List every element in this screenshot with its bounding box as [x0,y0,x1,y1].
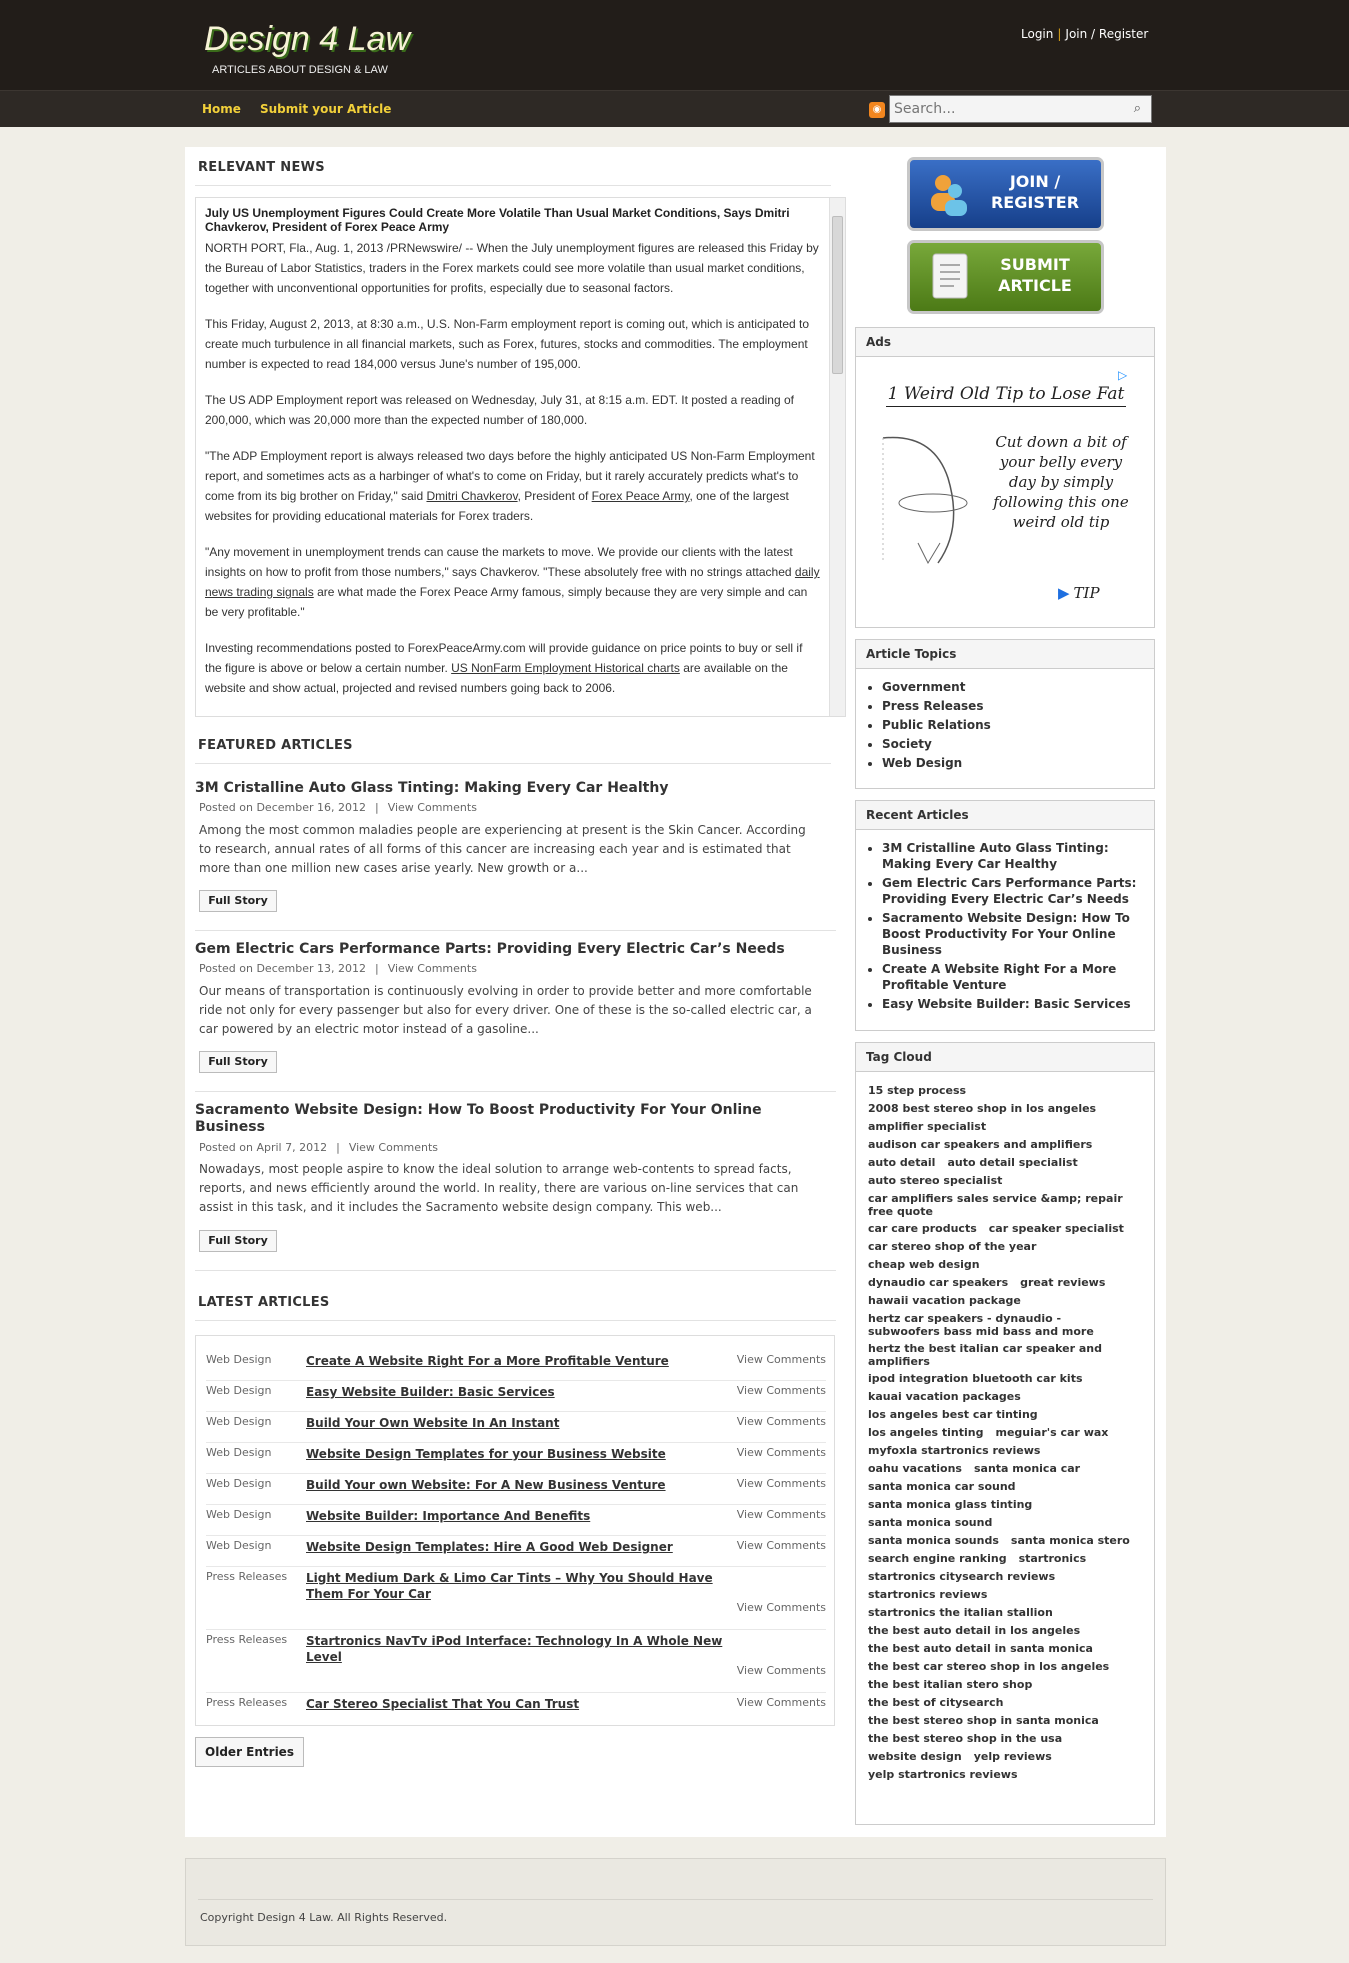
tag-link[interactable]: the best car stereo shop in los angeles [868,1660,1110,1673]
post-meta: Posted on April 7, 2012 | View Comments [199,1141,439,1154]
tag-link[interactable]: 15 step process [868,1084,967,1097]
article-link[interactable]: Build Your Own Website In An Instant [306,1416,560,1430]
recent-article-link[interactable]: • Easy Website Builder: Basic Services [882,996,1154,1012]
search-input[interactable] [894,99,1119,119]
table-row [206,1474,826,1505]
tag-link[interactable]: hawaii vacation package [868,1294,1021,1307]
nav-home[interactable]: Home [202,102,241,116]
view-comments-link[interactable]: View Comments [736,1446,826,1459]
widget-heading: Article Topics [856,640,1154,669]
news-paragraph: This Friday, August 2, 2013, at 8:30 a.m., U.S. Non-Farm employment report is coming out, which is anticipated to create much turbulence in all financial markets, such as Forex, futures, stocks and commodities. The employment number is expected to read 184,000 versus June's number of 195,000. [205,317,810,371]
latest-articles-heading: LATEST ARTICLES [198,1295,330,1310]
table-row [206,1693,826,1719]
news-scrollbar[interactable] [829,198,845,716]
topic-item[interactable]: • Press Releases [882,698,1154,714]
tag-link[interactable]: the best stereo shop in santa monica [868,1714,1099,1727]
tag-link[interactable]: santa monica sounds [868,1534,999,1547]
post-meta: Posted on December 16, 2012 | View Comments [199,801,477,814]
article-link[interactable]: Website Design Templates: Hire A Good Web Designer [306,1540,673,1554]
tag-link[interactable]: cheap web design [868,1258,980,1271]
table-row [206,1536,826,1567]
ads-widget [855,327,1155,628]
view-comments-link[interactable]: View Comments [387,801,477,814]
view-comments-link[interactable]: View Comments [736,1601,826,1614]
divider [198,1899,1153,1900]
tag-link[interactable]: website design [868,1750,962,1763]
tag-link[interactable]: audison car speakers and amplifiers [868,1138,1093,1151]
view-comments-link[interactable]: View Comments [387,962,477,975]
forex-peace-army-link[interactable]: Forex Peace Army [591,489,690,503]
widget-heading: Recent Articles [856,801,1154,830]
article-link[interactable]: Car Stereo Specialist That You Can Trust [306,1697,580,1711]
tag-link[interactable]: car amplifiers sales service &amp; repair free quote [868,1192,1123,1218]
view-comments-link[interactable]: View Comments [736,1508,826,1521]
tag-link[interactable]: los angeles best car tinting [868,1408,1038,1421]
divider [195,1270,836,1271]
article-excerpt: Nowadays, most people aspire to know the ideal solution to arrange web-contents to spread facts, reports, and news efficiently around the world. In reality, there are various on-line services that can assist in this task, and it includes the Sacramento website design company. This web... [199,1162,799,1214]
article-category: Press Releases [206,1696,288,1709]
search-icon[interactable]: ⌕ [1133,101,1141,116]
table-row [206,1567,826,1630]
featured-article-title[interactable]: Gem Electric Cars Performance Parts: Providing Every Electric Car’s Needs [195,941,785,957]
tag-link[interactable]: search engine ranking [868,1552,1007,1565]
latest-articles-table [195,1335,835,1726]
site-logo[interactable]: Design 4 Law [204,20,411,58]
chavkerov-link[interactable]: Dmitri Chavkerov [426,489,518,503]
relevant-news-box[interactable] [195,197,846,717]
nav-submit-article[interactable]: Submit your Article [260,102,392,116]
submit-article-button[interactable] [907,240,1104,314]
news-paragraph: "Any movement in unemployment trends can cause the markets to move. We provide our clients with the latest insights on how to profit from those numbers," says Chavkerov. "These absolutely free with no strings attached daily news trading signals are what made the Forex Peace Army famous, simply because they are very simple and can be very profitable." [205,545,820,619]
document-icon [932,253,972,303]
tag-link[interactable]: hertz car speakers - dynaudio - subwoofers bass mid bass and more [868,1312,1094,1338]
tag-link[interactable]: car stereo shop of the year [868,1240,1037,1253]
full-story-button[interactable]: Full Story [199,890,277,912]
article-category: Web Design [206,1539,272,1552]
article-link[interactable]: Light Medium Dark & Limo Car Tints – Why You Should Have Them For Your Car [306,1571,713,1601]
tag-link[interactable]: santa monica sound [868,1516,993,1529]
search-box [889,95,1152,123]
tag-link[interactable]: car speaker specialist [988,1222,1124,1235]
adchoices-icon[interactable]: ▷ [1118,368,1128,382]
tag-link[interactable]: kauai vacation packages [868,1390,1021,1403]
widget-heading: Tag Cloud [856,1043,1154,1072]
site-header [0,0,1349,90]
ad-headline[interactable]: 1 Weird Old Tip to Lose Fat [886,384,1126,407]
article-category: Web Design [206,1415,272,1428]
site-tagline: ARTICLES ABOUT DESIGN & LAW [212,64,388,76]
join-register-button[interactable] [907,157,1104,231]
featured-article-title[interactable]: 3M Cristalline Auto Glass Tinting: Making Every Car Healthy [195,780,669,796]
scrollbar-thumb[interactable] [832,216,843,374]
article-link[interactable]: Build Your own Website: For A New Business Venture [306,1478,666,1492]
post-meta: Posted on December 13, 2012 | View Comments [199,962,477,975]
tag-link[interactable]: startronics citysearch reviews [868,1570,1056,1583]
article-category: Web Design [206,1353,272,1366]
join-register-label: JOIN / REGISTER [990,172,1080,212]
ad-cta[interactable]: ▶ TIP [1058,584,1100,602]
article-category: Web Design [206,1446,272,1459]
divider [195,1091,836,1092]
tag-link[interactable]: hertz the best italian car speaker and amplifiers [868,1342,1102,1368]
topic-item[interactable]: • Government [882,679,1154,695]
tag-link[interactable]: myfoxla startronics reviews [868,1444,1041,1457]
tag-link[interactable]: the best auto detail in santa monica [868,1642,1093,1655]
table-row [206,1350,826,1381]
tag-link[interactable]: santa monica car [973,1462,1081,1475]
tag-link[interactable]: startronics [1018,1552,1087,1565]
news-paragraph: The US ADP Employment report was released on Wednesday, July 31, at 8:15 a.m. EDT. It posted a reading of 200,000, which was 20,000 more than the expected number of 180,000. [205,393,794,427]
nonfarm-charts-link[interactable]: US NonFarm Employment Historical charts [451,661,680,675]
topic-item[interactable]: • Public Relations [882,717,1154,733]
article-link[interactable]: Create A Website Right For a More Profitable Venture [306,1354,669,1368]
featured-articles-heading: FEATURED ARTICLES [198,738,353,753]
topic-item[interactable]: • Society [882,736,1154,752]
tag-link[interactable]: the best italian stero shop [868,1678,1033,1691]
article-category: Press Releases [206,1633,288,1646]
main-navigation [0,90,1349,127]
article-link[interactable]: Website Design Templates for your Business Website [306,1447,666,1461]
tag-link[interactable]: meguiar's car wax [995,1426,1109,1439]
view-comments-link[interactable]: View Comments [736,1415,826,1428]
divider [195,930,836,931]
tag-link[interactable]: ipod integration bluetooth car kits [868,1372,1083,1385]
divider [195,185,831,186]
account-links [1021,27,1148,41]
login-link[interactable]: Login [1021,27,1054,41]
relevant-news-heading: RELEVANT NEWS [198,160,325,175]
divider [195,763,831,764]
topics-list [882,679,1154,771]
join-register-link[interactable]: Join / Register [1065,27,1149,41]
separator: | [1057,27,1062,41]
tag-link[interactable]: the best stereo shop in the usa [868,1732,1063,1745]
tag-link[interactable]: amplifier specialist [868,1120,987,1133]
users-icon [924,172,972,218]
table-row [206,1381,826,1412]
tag-link[interactable]: santa monica stero [1010,1534,1130,1547]
copyright: Copyright Design 4 Law. All Rights Reserved. [200,1911,448,1924]
tag-link[interactable]: yelp reviews [973,1750,1052,1763]
article-category: Web Design [206,1477,272,1490]
ad-body[interactable]: Cut down a bit of your belly every day by simply following this one weird old tip [993,433,1129,531]
tag-link[interactable]: oahu vacations [868,1462,962,1475]
article-excerpt: Among the most common maladies people are experiencing at present is the Skin Cancer. According to research, annual rates of all forms of this cancer are increasing each year and is estimated that more than one million new cases arise yearly. New growth or a... [199,823,806,875]
tag-link[interactable]: auto detail [868,1156,936,1169]
view-comments-link[interactable]: View Comments [736,1384,826,1397]
news-paragraph: NORTH PORT, Fla., Aug. 1, 2013 /PRNewswire/ -- When the July unemployment figures are released this Friday by the Bureau of Labor Statistics, traders in the Forex markets could see more volatile than usual market conditions, together with unconventional opportunities for profits, especially due to seasonal factors. [205,241,819,295]
table-row [206,1505,826,1536]
rss-icon[interactable]: ◉ [869,102,885,118]
featured-article-title[interactable]: Sacramento Website Design: How To Boost Productivity For Your Online Business [195,1102,762,1135]
view-comments-link[interactable]: View Comments [736,1539,826,1552]
article-link[interactable]: Startronics NavTv iPod Interface: Technology In A Whole New Level [306,1634,723,1664]
tag-link[interactable]: 2008 best stereo shop in los angeles [868,1102,1097,1115]
news-paragraph: Investing recommendations posted to ForexPeaceArmy.com will provide guidance on price points to buy or sell if the figure is above or below a certain number. US NonFarm Employment Historical charts are available on the website and show actual, projected and revised numbers going back to 2006. [205,641,803,695]
view-comments-link[interactable]: View Comments [736,1353,826,1366]
view-comments-link[interactable]: View Comments [736,1696,826,1709]
submit-article-label: SUBMIT ARTICLE [998,255,1072,295]
article-category: Web Design [206,1508,272,1521]
divider [195,1320,836,1321]
article-link[interactable]: Easy Website Builder: Basic Services [306,1385,555,1399]
recent-list [882,840,1154,1012]
tag-link[interactable]: startronics the italian stallion [868,1606,1053,1619]
tag-link[interactable]: the best of citysearch [868,1696,1004,1709]
tag-link[interactable]: los angeles tinting [868,1426,984,1439]
tag-link[interactable]: startronics reviews [868,1588,988,1601]
view-comments-link[interactable]: View Comments [348,1141,439,1154]
article-excerpt: Our means of transportation is continuously evolving in order to provide better and more comfortable ride not only for every passenger but also for every driver. One of these is the so-called electric car, a car powered by an electric motor instead of a gasoline... [199,984,812,1036]
tag-link[interactable]: auto detail specialist [947,1156,1078,1169]
trading-signals-link[interactable]: daily news trading signals [205,565,820,599]
tag-link[interactable]: santa monica car sound [868,1480,1016,1493]
site-footer [185,1858,1166,1946]
full-story-button[interactable]: Full Story [199,1051,277,1073]
article-topics-widget [855,639,1155,789]
article-link[interactable]: Website Builder: Importance And Benefits [306,1509,591,1523]
widget-heading: Ads [856,328,1154,357]
table-row [206,1443,826,1474]
news-title: July US Unemployment Figures Could Create More Volatile Than Usual Market Conditions, Says Dmitri Chavkerov, President of Forex Peace Army [205,206,790,234]
table-row [206,1630,826,1693]
view-comments-link[interactable]: View Comments [736,1664,826,1677]
tag-link[interactable]: yelp startronics reviews [868,1768,1018,1781]
topic-item[interactable]: • Web Design [882,755,1154,771]
tag-cloud-widget [855,1042,1155,1825]
tag-link[interactable]: santa monica glass tinting [868,1498,1033,1511]
article-category: Press Releases [206,1570,288,1583]
news-paragraph: "The ADP Employment report is always released two days before the highly anticipated US Non-Farm Employment report, and sometimes acts as a harbinger of what's to come on Friday, but it rarely accurately predicts what's to come from its big brother on Friday," said Dmitri Chavkerov, President of Forex Peace Army, one of the largest websites for providing educational materials for Forex traders. [205,449,815,523]
tag-link[interactable]: great reviews [1020,1276,1106,1289]
table-row [206,1412,826,1443]
tag-link[interactable]: car care products [868,1222,977,1235]
recent-articles-widget [855,800,1155,1031]
article-category: Web Design [206,1384,272,1397]
play-icon: ▶ [1058,584,1070,602]
tag-link[interactable]: dynaudio car speakers [868,1276,1009,1289]
recent-article-link[interactable]: • Sacramento Website Design: How To Boost Productivity For Your Online Business [882,910,1154,958]
view-comments-link[interactable]: View Comments [736,1477,826,1490]
recent-article-link[interactable]: • Create A Website Right For a More Profitable Venture [882,961,1154,993]
recent-article-link[interactable]: • Gem Electric Cars Performance Parts: Providing Every Electric Car’s Needs [882,875,1154,907]
recent-article-link[interactable]: • 3M Cristalline Auto Glass Tinting: Making Every Car Healthy [882,840,1154,872]
full-story-button[interactable]: Full Story [199,1230,277,1252]
news-content [205,206,820,714]
older-entries-button[interactable]: Older Entries [195,1737,304,1767]
ad-illustration [878,433,978,568]
tag-cloud [856,1072,1154,1794]
tag-link[interactable]: auto stereo specialist [868,1174,1003,1187]
tag-link[interactable]: the best auto detail in los angeles [868,1624,1081,1637]
